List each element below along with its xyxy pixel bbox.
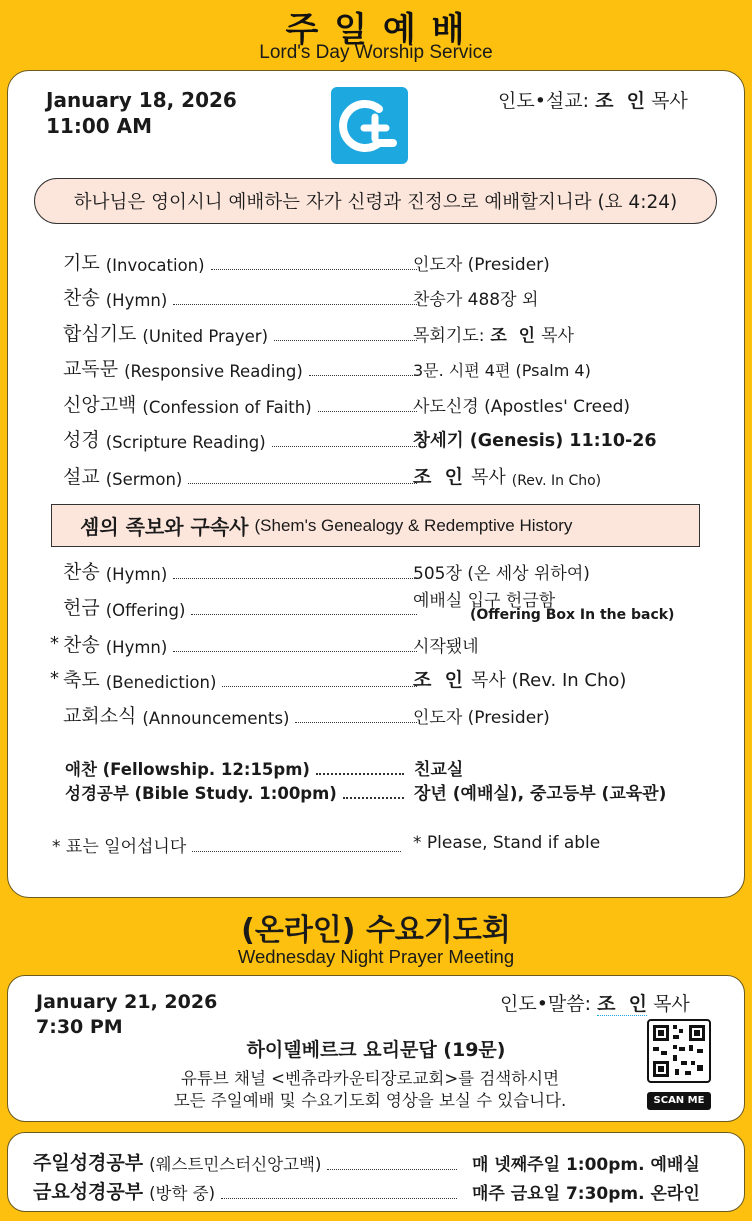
study-sub: (웨스트민스터신앙고백) bbox=[149, 1155, 322, 1174]
order-value bbox=[413, 666, 626, 692]
leader-dots bbox=[318, 411, 417, 412]
order-item-ko: 합심기도 bbox=[63, 323, 137, 345]
leader-label: 인도•설교: bbox=[498, 90, 590, 112]
order-item-benediction bbox=[63, 666, 423, 692]
service-leader bbox=[498, 86, 688, 113]
leader-dots bbox=[221, 1198, 457, 1199]
bible-study-label: 성경공부 (Bible Study. 1:00pm) bbox=[65, 784, 337, 803]
leader-dots bbox=[343, 797, 404, 799]
leader-dots bbox=[173, 304, 417, 305]
order-item-en: (Invocation) bbox=[105, 256, 205, 275]
order-value-sub: (Offering Box In the back) bbox=[470, 607, 675, 623]
bible-study-value: 장년 (예배실), 중고등부 (교육관) bbox=[414, 784, 667, 804]
sermon-title-en: (Shem's Genealogy & Redemptive History bbox=[254, 515, 573, 535]
bible-study-row bbox=[65, 780, 410, 804]
wednesday-topic: 하이델베르크 요리문답 (19문) bbox=[246, 1039, 506, 1061]
order-item-confession bbox=[63, 391, 423, 417]
order-item-hymn bbox=[63, 284, 423, 310]
leader-title: 목사 bbox=[651, 90, 688, 112]
leader-dots bbox=[173, 651, 417, 652]
order-item-ko: 찬송 bbox=[63, 561, 100, 583]
page-title: 주 일 예 배 bbox=[285, 10, 467, 50]
leader-dots bbox=[188, 483, 417, 484]
order-item-ko: 신앙고백 bbox=[63, 394, 137, 416]
sermon-title-ko: 셈의 족보와 구속사 bbox=[80, 515, 249, 539]
order-value: 인도자 (Presider) bbox=[413, 255, 550, 275]
study-row bbox=[33, 1177, 463, 1204]
order-value: 505장 (온 세상 위하여) bbox=[413, 564, 590, 584]
youtube-line-2: 모든 주일예배 및 수요기도회 영상을 보실 수 있습니다. bbox=[173, 1091, 567, 1110]
leader-dots bbox=[309, 375, 417, 376]
order-item-en: (Announcements) bbox=[142, 709, 290, 728]
order-item-en: (Responsive Reading) bbox=[124, 362, 303, 381]
value-prefix: 목회기도: bbox=[413, 326, 485, 346]
leader-dots bbox=[173, 578, 417, 579]
wednesday-leader bbox=[500, 989, 690, 1016]
order-value: 인도자 (Presider) bbox=[413, 708, 550, 728]
stand-star: * bbox=[50, 633, 59, 654]
youtube-line-1: 유튜브 채널 <벤츄라카운티장로교회>를 검색하시면 bbox=[180, 1069, 560, 1088]
order-item-en: (Confession of Faith) bbox=[142, 398, 312, 417]
order-value: 3문. 시편 4편 (Psalm 4) bbox=[413, 361, 591, 380]
order-value: 예배실 입구 헌금함 bbox=[413, 591, 556, 611]
order-value bbox=[413, 463, 601, 489]
order-item-en: (United Prayer) bbox=[142, 327, 269, 346]
study-value: 매 넷째주일 1:00pm. 예배실 bbox=[472, 1155, 700, 1175]
church-logo-icon bbox=[331, 87, 408, 164]
stand-note-en: * Please, Stand if able bbox=[413, 833, 601, 853]
order-item-united-prayer bbox=[63, 320, 423, 346]
stand-note-ko: * 표는 일어섭니다 bbox=[52, 837, 187, 857]
order-item-invocation bbox=[63, 249, 423, 275]
order-value bbox=[413, 320, 574, 346]
order-item-ko: 교독문 bbox=[63, 358, 119, 380]
order-item-sermon bbox=[63, 463, 423, 489]
order-item-ko: 기도 bbox=[63, 252, 100, 274]
order-item-en: (Hymn) bbox=[105, 638, 168, 657]
wednesday-time: 7:30 PM bbox=[36, 1016, 123, 1038]
scan-me-label: SCAN ME bbox=[647, 1092, 711, 1110]
order-item-offering bbox=[63, 594, 423, 620]
stand-note-row bbox=[52, 832, 407, 857]
fellowship-value: 친교실 bbox=[414, 760, 464, 780]
value-suffix: 목사 bbox=[541, 326, 574, 346]
order-item-en: (Benediction) bbox=[105, 673, 217, 692]
qr-code-icon[interactable] bbox=[647, 1019, 711, 1083]
order-item-ko: 교회소식 bbox=[63, 705, 137, 727]
order-value: 창세기 (Genesis) 11:10-26 bbox=[413, 431, 657, 451]
leader-dots bbox=[211, 269, 417, 270]
verse-banner bbox=[34, 178, 717, 224]
order-item-en: (Offering) bbox=[105, 601, 186, 620]
leader-label: 인도•말씀: bbox=[500, 993, 592, 1015]
order-item-ko: 헌금 bbox=[63, 597, 100, 619]
stand-star: * bbox=[50, 668, 59, 689]
order-value: 찬송가 488장 외 bbox=[413, 290, 539, 310]
order-item-responsive-reading bbox=[63, 355, 423, 381]
leader-dots bbox=[272, 446, 417, 447]
wednesday-date: January 21, 2026 bbox=[36, 991, 218, 1013]
order-item-ko: 성경 bbox=[63, 429, 100, 451]
leader-dots bbox=[222, 686, 417, 687]
order-item-ko: 축도 bbox=[63, 669, 100, 691]
order-item-ko: 찬송 bbox=[63, 287, 100, 309]
value-suffix: 목사 (Rev. In Cho) bbox=[470, 670, 627, 691]
leader-dots bbox=[295, 722, 417, 723]
service-time: 11:00 AM bbox=[46, 114, 153, 138]
order-item-en: (Scripture Reading) bbox=[105, 433, 266, 452]
study-label: 주일성경공부 bbox=[33, 1152, 144, 1174]
order-item-hymn-3 bbox=[63, 631, 423, 657]
leader-dots bbox=[316, 773, 404, 775]
fellowship-label: 애찬 (Fellowship. 12:15pm) bbox=[65, 760, 310, 779]
value-name: 조 인 bbox=[413, 669, 463, 691]
leader-name: 조 인 bbox=[597, 993, 648, 1015]
study-sub: (방학 중) bbox=[149, 1184, 216, 1203]
wednesday-title: (온라인) 수요기도회 bbox=[241, 913, 511, 948]
sermon-title-box bbox=[51, 504, 700, 547]
leader-name: 조 인 bbox=[595, 90, 646, 112]
leader-title: 목사 bbox=[653, 993, 690, 1015]
value-name: 조 인 bbox=[490, 326, 536, 346]
study-label: 금요성경공부 bbox=[33, 1181, 144, 1203]
leader-dots bbox=[274, 340, 417, 341]
order-item-ko: 찬송 bbox=[63, 634, 100, 656]
order-item-en: (Hymn) bbox=[105, 291, 168, 310]
verse-text: 하나님은 영이시니 예배하는 자가 신령과 진정으로 예배할지니라 (요 4:24) bbox=[73, 192, 678, 213]
leader-dots bbox=[327, 1169, 457, 1170]
wednesday-subtitle: Wednesday Night Prayer Meeting bbox=[237, 946, 515, 967]
leader-dots bbox=[192, 851, 401, 852]
value-name: 조 인 bbox=[413, 466, 463, 488]
page-subtitle: Lord's Day Worship Service bbox=[259, 42, 493, 63]
order-item-scripture bbox=[63, 426, 423, 452]
order-item-announcements bbox=[63, 702, 423, 728]
order-value: 사도신경 (Apostles' Creed) bbox=[413, 397, 631, 417]
study-value: 매주 금요일 7:30pm. 온라인 bbox=[472, 1184, 700, 1204]
order-value: 시작됐네 bbox=[413, 637, 479, 657]
order-item-ko: 설교 bbox=[63, 466, 100, 488]
order-item-en: (Sermon) bbox=[105, 470, 183, 489]
value-small: (Rev. In Cho) bbox=[511, 473, 602, 489]
study-row bbox=[33, 1148, 463, 1175]
fellowship-row bbox=[65, 756, 410, 780]
leader-dots bbox=[191, 614, 417, 615]
service-date: January 18, 2026 bbox=[46, 88, 237, 112]
value-suffix: 목사 bbox=[470, 467, 506, 488]
order-item-hymn-2 bbox=[63, 558, 423, 584]
order-item-en: (Hymn) bbox=[105, 565, 168, 584]
